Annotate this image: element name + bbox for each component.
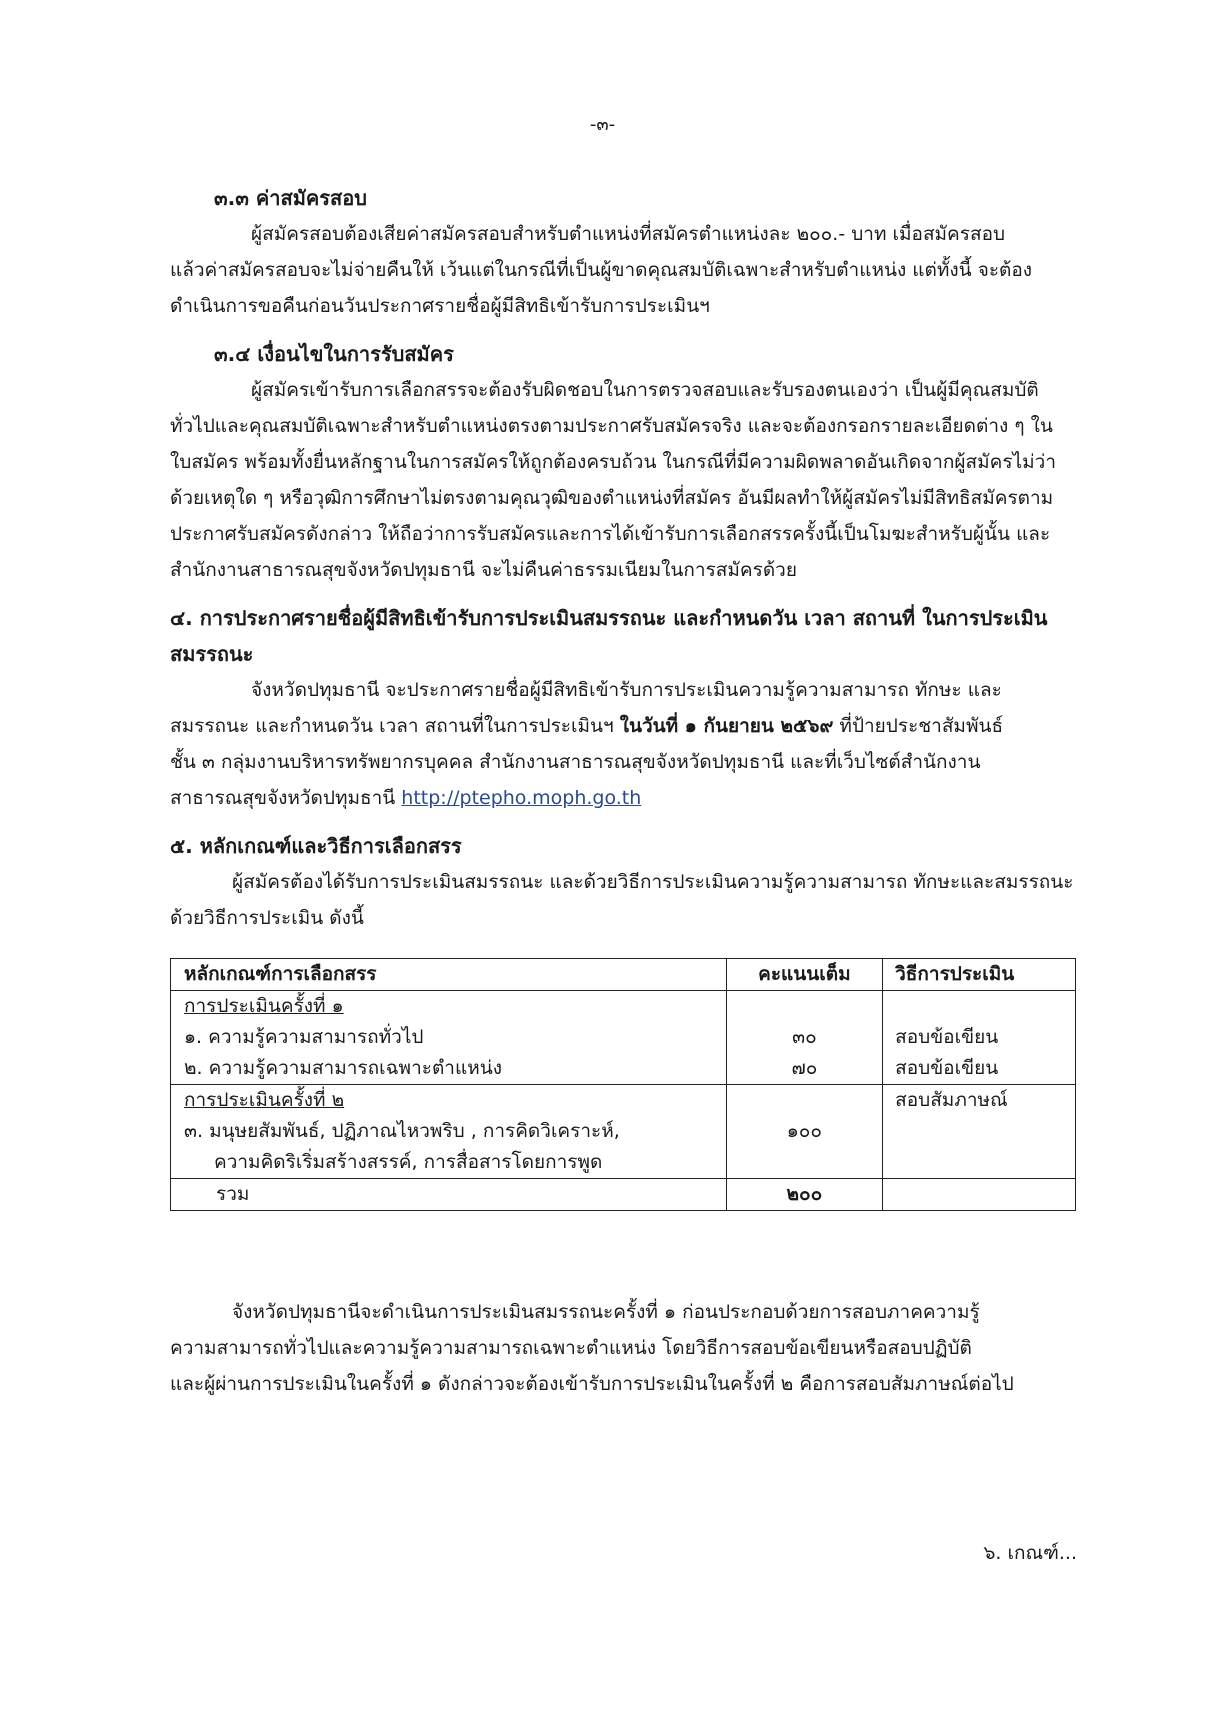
next-page-catchword: ๖. เกณฑ์... — [983, 1542, 1077, 1564]
table-header-row — [171, 959, 1076, 991]
section-4-line — [170, 713, 1003, 739]
section-4-heading: ๔. การประกาศรายชื่อผู้มีสิทธิเข้ารับการประเมินสมรรถนะ และกำหนดวัน เวลา สถานที่ ในการประเมิน — [170, 606, 1048, 630]
section-3-4-line: ใบสมัคร พร้อมทั้งยื่นหลักฐานในการสมัครให้ถูกต้องครบถ้วน ในกรณีที่มีความผิดพลาดอันเกิดจากผู้สมัครไม่ว่า — [170, 451, 1057, 473]
table-header: คะแนนเต็ม — [726, 959, 882, 991]
section-3-3-line: แล้วค่าสมัครสอบจะไม่จ่ายคืนให้ เว้นแต่ในกรณีที่เป็นผู้ขาดคุณสมบัติเฉพาะสำหรับตำแหน่ง แต่ทั้งนี้ จะต้อง — [170, 259, 1033, 281]
round-1-cell — [171, 991, 727, 1085]
section-3-4-line: ทั่วไปและคุณสมบัติเฉพาะสำหรับตำแหน่งตรงตามประกาศรับสมัครจริง และจะต้องกรอกรายละเอียดต่าง ๆ ใน — [170, 415, 1053, 437]
criteria-table — [170, 958, 1076, 1211]
criterion-score: ๗๐ — [791, 1057, 818, 1079]
round-2-title: การประเมินครั้งที่ ๒ — [184, 1089, 345, 1111]
total-method-empty — [883, 1179, 1076, 1211]
website-link[interactable]: http://ptepho.moph.go.th — [401, 787, 642, 809]
section-4-text: สมรรถนะ และกำหนดวัน เวลา สถานที่ในการประเมินฯ — [170, 715, 620, 737]
criterion-label: ๓. มนุษยสัมพันธ์, ปฏิภาณไหวพริบ , การคิดวิเคราะห์, — [184, 1120, 620, 1142]
score-cell — [726, 991, 882, 1085]
criterion-score: ๓๐ — [792, 1026, 817, 1048]
table-row — [171, 991, 1076, 1085]
section-5-line: ด้วยวิธีการประเมิน ดังนี้ — [170, 907, 364, 929]
section-4-line: ชั้น ๓ กลุ่มงานบริหารทรัพยากรบุคคล สำนักงานสาธารณสุขจังหวัดปทุมธานี และที่เว็บไซต์สำนักงาน — [170, 751, 981, 773]
section-3-3-heading: ๓.๓ ค่าสมัครสอบ — [214, 186, 367, 210]
section-5-heading: ๕. หลักเกณฑ์และวิธีการเลือกสรร — [170, 834, 462, 858]
section-3-4-line: สำนักงานสาธารณสุขจังหวัดปทุมธานี จะไม่คืนค่าธรรมเนียมในการสมัครด้วย — [170, 559, 797, 581]
total-label: รวม — [171, 1179, 727, 1211]
table-header: หลักเกณฑ์การเลือกสรร — [171, 959, 727, 991]
section-3-4-line: ผู้สมัครเข้ารับการเลือกสรรจะต้องรับผิดชอบในการตรวจสอบและรับรองตนเองว่า เป็นผู้มีคุณสมบัติ — [251, 379, 1039, 401]
round-2-cell — [171, 1085, 727, 1179]
closing-line: และผู้ผ่านการประเมินในครั้งที่ ๑ ดังกล่าวจะต้องเข้ารับการประเมินในครั้งที่ ๒ คือการสอบสัมภาษณ์ต่อไป — [170, 1373, 1014, 1395]
section-3-4-line: ประกาศรับสมัครดังกล่าว ให้ถือว่าการรับสมัครและการได้เข้ารับการเลือกสรรครั้งนี้เป็นโมฆะสำหรับผู้นั้น และ — [170, 523, 1051, 545]
section-4-text: ที่ป้ายประชาสัมพันธ์ — [833, 715, 1004, 737]
criterion-method: สอบสัมภาษณ์ — [895, 1089, 1008, 1111]
criterion-score: ๑๐๐ — [786, 1120, 823, 1142]
criterion-method: สอบข้อเขียน — [895, 1026, 999, 1048]
total-score: ๒๐๐ — [726, 1179, 882, 1211]
round-1-title: การประเมินครั้งที่ ๑ — [184, 995, 344, 1017]
criterion-label: ๑. ความรู้ความสามารถทั่วไป — [184, 1026, 424, 1048]
section-4-line: จังหวัดปทุมธานี จะประกาศรายชื่อผู้มีสิทธิเข้ารับการประเมินความรู้ความสามารถ ทักษะ และ — [251, 679, 1002, 701]
table-total-row — [171, 1179, 1076, 1211]
table-header: วิธีการประเมิน — [883, 959, 1076, 991]
section-3-3-line: ผู้สมัครสอบต้องเสียค่าสมัครสอบสำหรับตำแหน่งที่สมัครตำแหน่งละ ๒๐๐.- บาท เมื่อสมัครสอบ — [251, 223, 1006, 245]
score-cell — [726, 1085, 882, 1179]
section-3-4-heading: ๓.๔ เงื่อนไขในการรับสมัคร — [214, 342, 454, 366]
section-3-4-line: ด้วยเหตุใด ๆ หรือวุฒิการศึกษาไม่ตรงตามคุณวุฒิของตำแหน่งที่สมัคร อันมีผลทำให้ผู้สมัครไม่มีสิทธิสมัครตาม — [170, 487, 1054, 509]
section-4-line — [170, 785, 641, 811]
closing-line: จังหวัดปทุมธานีจะดำเนินการประเมินสมรรถนะครั้งที่ ๑ ก่อนประกอบด้วยการสอบภาคความรู้ — [232, 1301, 980, 1323]
section-3-3-line: ดำเนินการขอคืนก่อนวันประกาศรายชื่อผู้มีสิทธิเข้ารับการประเมินฯ — [170, 295, 710, 317]
criterion-label-cont: ความคิดริเริ่มสร้างสรรค์, การสื่อสารโดยการพูด — [214, 1151, 603, 1173]
criterion-method: สอบข้อเขียน — [895, 1057, 999, 1079]
criterion-label: ๒. ความรู้ความสามารถเฉพาะตำแหน่ง — [184, 1057, 502, 1079]
page-number: -๓- — [589, 114, 616, 135]
section-4-text: สาธารณสุขจังหวัดปทุมธานี — [170, 787, 402, 809]
closing-line: ความสามารถทั่วไปและความรู้ความสามารถเฉพาะตำแหน่ง โดยวิธีการสอบข้อเขียนหรือสอบปฏิบัติ — [170, 1337, 972, 1359]
method-cell — [883, 1085, 1076, 1179]
method-cell — [883, 991, 1076, 1085]
announcement-date: ในวันที่ ๑ กันยายน ๒๕๖๙ — [619, 715, 834, 737]
section-4-heading-cont: สมรรถนะ — [170, 642, 254, 666]
table-row — [171, 1085, 1076, 1179]
section-5-line: ผู้สมัครต้องได้รับการประเมินสมรรถนะ และด้วยวิธีการประเมินความรู้ความสามารถ ทักษะและสมรรถนะ — [232, 871, 1074, 893]
